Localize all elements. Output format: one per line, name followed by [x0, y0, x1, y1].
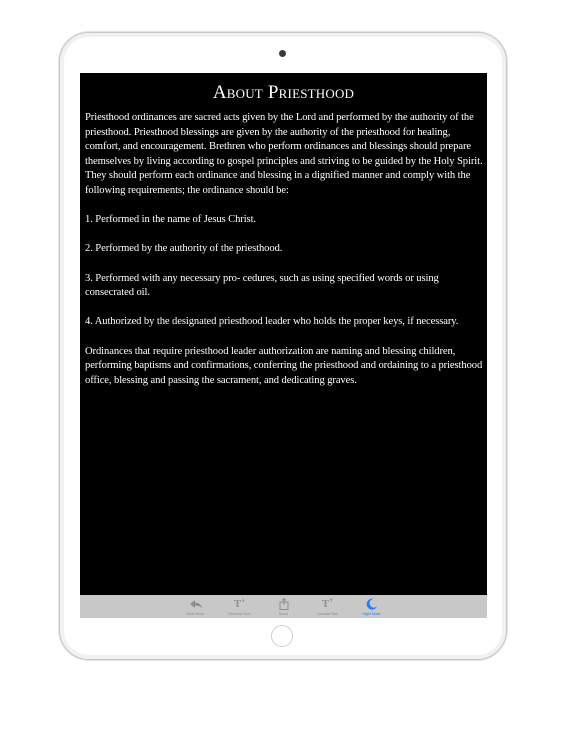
decrease-size-label: Decrease Size — [228, 612, 251, 616]
main-menu-label: Main Menu — [186, 612, 205, 616]
paragraph-intro: Priesthood ordinances are sacred acts given by the Lord and performed by the authority of the priesthood. Priesthood blessings are given by the authority of the priesthood for healing, comfort, and encouragement. Brethren who perform ordinances and blessings should prepare themselves by living according to gospel principles and striving to be guided by the Holy Spirit. They should perform each ordinance and blessing in a dignified manner and comply with the following requirements; the ordinance should be: — [85, 112, 483, 196]
paragraph-requirement-2: 2. Performed by the authority of the priesthood. — [85, 243, 283, 255]
paragraph-requirement-1: 1. Performed in the name of Jesus Christ. — [85, 214, 256, 226]
decrease-size-button[interactable] — [218, 595, 262, 618]
increase-size-button[interactable] — [306, 595, 350, 618]
bottom-toolbar — [80, 595, 487, 618]
moon-icon — [366, 598, 378, 610]
decrease-text-size-icon: T ꜜ — [233, 598, 246, 610]
share-icon — [279, 598, 289, 610]
page-title: About Priesthood — [212, 82, 355, 103]
paragraph-ordinances: Ordinances that require priesthood leader authorization are naming and blessing children, performing baptisms and confirmations, conferring the priesthood and ordaining to a priesthood office, blessing and passing the sacrament, and dedicating graves. — [85, 345, 483, 386]
increase-text-size-icon: T ꜛ — [321, 598, 334, 610]
back-arrow-icon — [189, 598, 203, 610]
night-mode-button[interactable] — [350, 595, 394, 618]
paragraph-requirement-3: 3. Performed with any necessary pro- cedures, such as using specified words or using consecrated oil. — [85, 272, 439, 299]
share-button[interactable] — [262, 595, 306, 618]
camera-icon — [279, 50, 286, 57]
main-menu-button[interactable] — [174, 595, 218, 618]
share-label: Share — [278, 612, 289, 616]
home-button[interactable] — [271, 625, 293, 647]
article-body — [85, 111, 485, 403]
paragraph-requirement-4: 4. Authorized by the designated priesthood leader who holds the proper keys, if necessary. — [85, 316, 459, 328]
screen — [80, 73, 487, 618]
increase-size-label: Increase Size — [316, 612, 339, 616]
night-mode-label: Night Mode — [362, 612, 381, 616]
